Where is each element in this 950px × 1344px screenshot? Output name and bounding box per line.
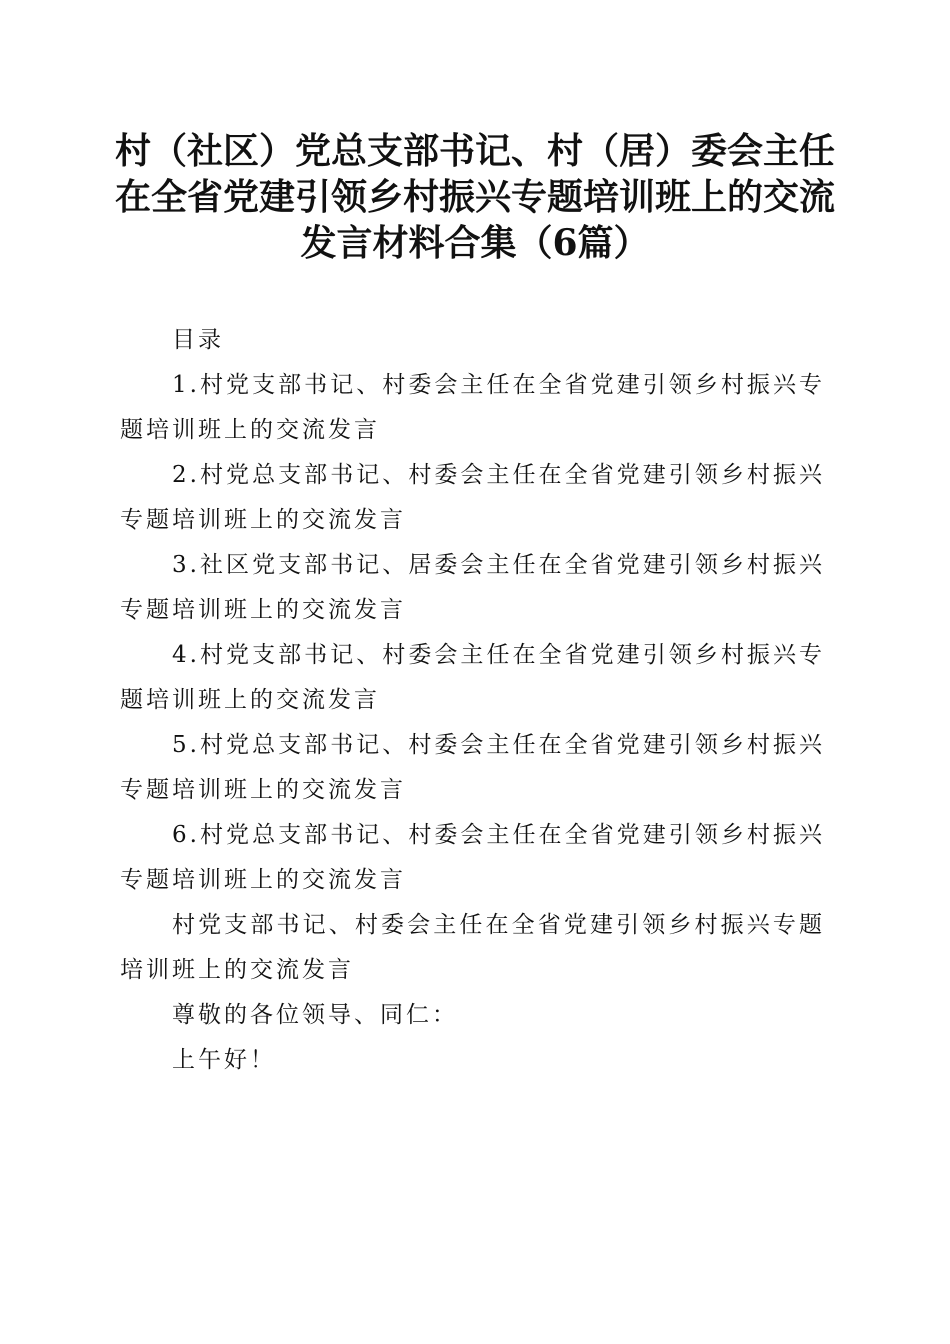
title-line-3: 发言材料合集（6篇） [300,222,650,264]
toc-item-3: 3.社区党支部书记、居委会主任在全省党建引领乡村振兴专题培训班上的交流发言 [120,552,825,623]
toc-item-1: 1.村党支部书记、村委会主任在全省党建引领乡村振兴专题培训班上的交流发言 [120,372,825,443]
toc-item-5: 5.村党总支部书记、村委会主任在全省党建引领乡村振兴专题培训班上的交流发言 [120,732,825,803]
title-line-1: 村（社区）党总支部书记、村（居）委会主任 [114,130,835,172]
document-body [120,318,825,1083]
toc-item-6: 6.村党总支部书记、村委会主任在全省党建引领乡村振兴专题培训班上的交流发言 [120,822,825,893]
toc-item-4: 4.村党支部书记、村委会主任在全省党建引领乡村振兴专题培训班上的交流发言 [120,642,825,713]
toc-item-2: 2.村党总支部书记、村委会主任在全省党建引领乡村振兴专题培训班上的交流发言 [120,462,825,533]
section-title: 村党支部书记、村委会主任在全省党建引领乡村振兴专题培训班上的交流发言 [120,912,825,983]
toc-heading: 目录 [172,327,224,353]
greeting: 上午好！ [172,1047,276,1073]
salutation: 尊敬的各位领导、同仁： [172,1002,458,1028]
document-title [110,128,840,266]
title-line-2: 在全省党建引领乡村振兴专题培训班上的交流 [114,176,835,218]
